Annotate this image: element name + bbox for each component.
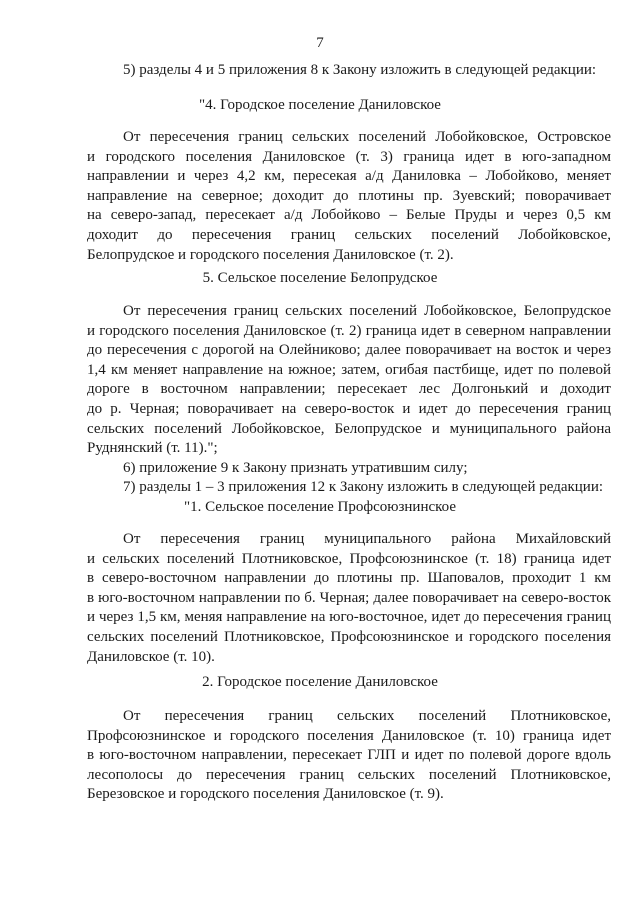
paragraph-line: сельских поселений Лобойковское, Белопрудское и муниципального района	[87, 420, 611, 437]
paragraph-line: в юго-восточном направлении, пересекает ГЛП и идет по полевой дороге вдоль	[87, 747, 611, 764]
paragraph-line: От пересечения границ муниципального района Михайловский	[123, 531, 611, 547]
paragraph-line: доходит до пересечения границ сельских поселений Лобойковское,	[87, 226, 611, 243]
paragraph-line: Руднянский (т. 11).";	[87, 440, 218, 457]
paragraph-line: От пересечения границ сельских поселений Лобойковское, Островское	[123, 129, 611, 145]
item-5-intro: 5) разделы 4 и 5 приложения 8 к Закону изложить в следующей редакции:	[123, 62, 597, 78]
section-2-body	[87, 707, 611, 805]
paragraph-line: в северо-восточном направлении до плотины пр. Шаповалов, проходит 1 км	[87, 570, 611, 587]
paragraph-line: Профсоюзнинское и городского поселения Даниловское (т. 10) граница идет	[87, 727, 611, 744]
item-6: 6) приложение 9 к Закону признать утратившим силу;	[123, 459, 468, 476]
paragraph-line: и через 1,5 км, меняя направление на юго-восточное, идет до пересечения границ	[87, 609, 611, 626]
section-5-body	[87, 302, 611, 498]
section-5-heading: 5. Сельское поселение Белопрудское	[202, 270, 438, 286]
paragraph-line: сельских поселений Плотниковское, Профсоюзнинское и городского поселения	[87, 628, 611, 645]
paragraph-line: до пересечения с дорогой на Олейниково; далее поворачивает на восток и через	[87, 342, 611, 359]
paragraph-line: Белопрудское и городского поселения Даниловское (т. 2).	[87, 246, 454, 263]
paragraph-line: до р. Черная; поворачивает на северо-восток и идет до пересечения границ	[87, 400, 611, 417]
section-4-body	[87, 128, 611, 265]
paragraph-line: и городского поселения Даниловское (т. 2) граница идет в северном направлении	[87, 322, 611, 339]
paragraph-line: направлении и через 4,2 км, пересекая а/д Даниловка – Лобойково, меняет	[87, 168, 611, 185]
section-1-body	[87, 530, 611, 667]
paragraph-line: и сельских поселений Плотниковское, Профсоюзнинское (т. 18) граница идет	[87, 550, 611, 567]
paragraph-line: направление на северное; доходит до плотины пр. Зуевский; поворачивает	[87, 187, 611, 204]
paragraph-line: Даниловское (т. 10).	[87, 648, 215, 665]
section-4-heading: "4. Городское поселение Даниловское	[199, 97, 441, 113]
paragraph-line: дороге в восточном направлении; пересекает лес Долгонький и доходит	[87, 381, 611, 398]
paragraph-line: в юго-восточном направлении по б. Черная; далее поворачивает на северо-восток	[87, 589, 611, 606]
page-number: 7	[316, 35, 324, 51]
paragraph-line: лесополосы до пересечения границ сельских поселений Плотниковское,	[87, 766, 611, 783]
paragraph-line: 1,4 км меняет направление на южное; затем, огибая пастбище, идет по полевой	[87, 361, 611, 378]
paragraph-line: Березовское и городского поселения Даниловское (т. 9).	[87, 786, 444, 803]
section-1-heading: "1. Сельское поселение Профсоюзнинское	[183, 499, 457, 515]
paragraph-line: на северо-запад, пересекает а/д Лобойково – Белые Пруды и через 0,5 км	[87, 207, 611, 224]
paragraph-line: От пересечения границ сельских поселений Плотниковское,	[123, 708, 611, 724]
section-2-heading: 2. Городское поселение Даниловское	[202, 674, 438, 690]
paragraph-line: и городского поселения Даниловское (т. 3) граница идет в юго-западном	[87, 148, 611, 165]
item-7-intro: 7) разделы 1 – 3 приложения 12 к Закону изложить в следующей редакции:	[123, 479, 604, 496]
paragraph-line: От пересечения границ сельских поселений Лобойковское, Белопрудское	[123, 303, 611, 319]
